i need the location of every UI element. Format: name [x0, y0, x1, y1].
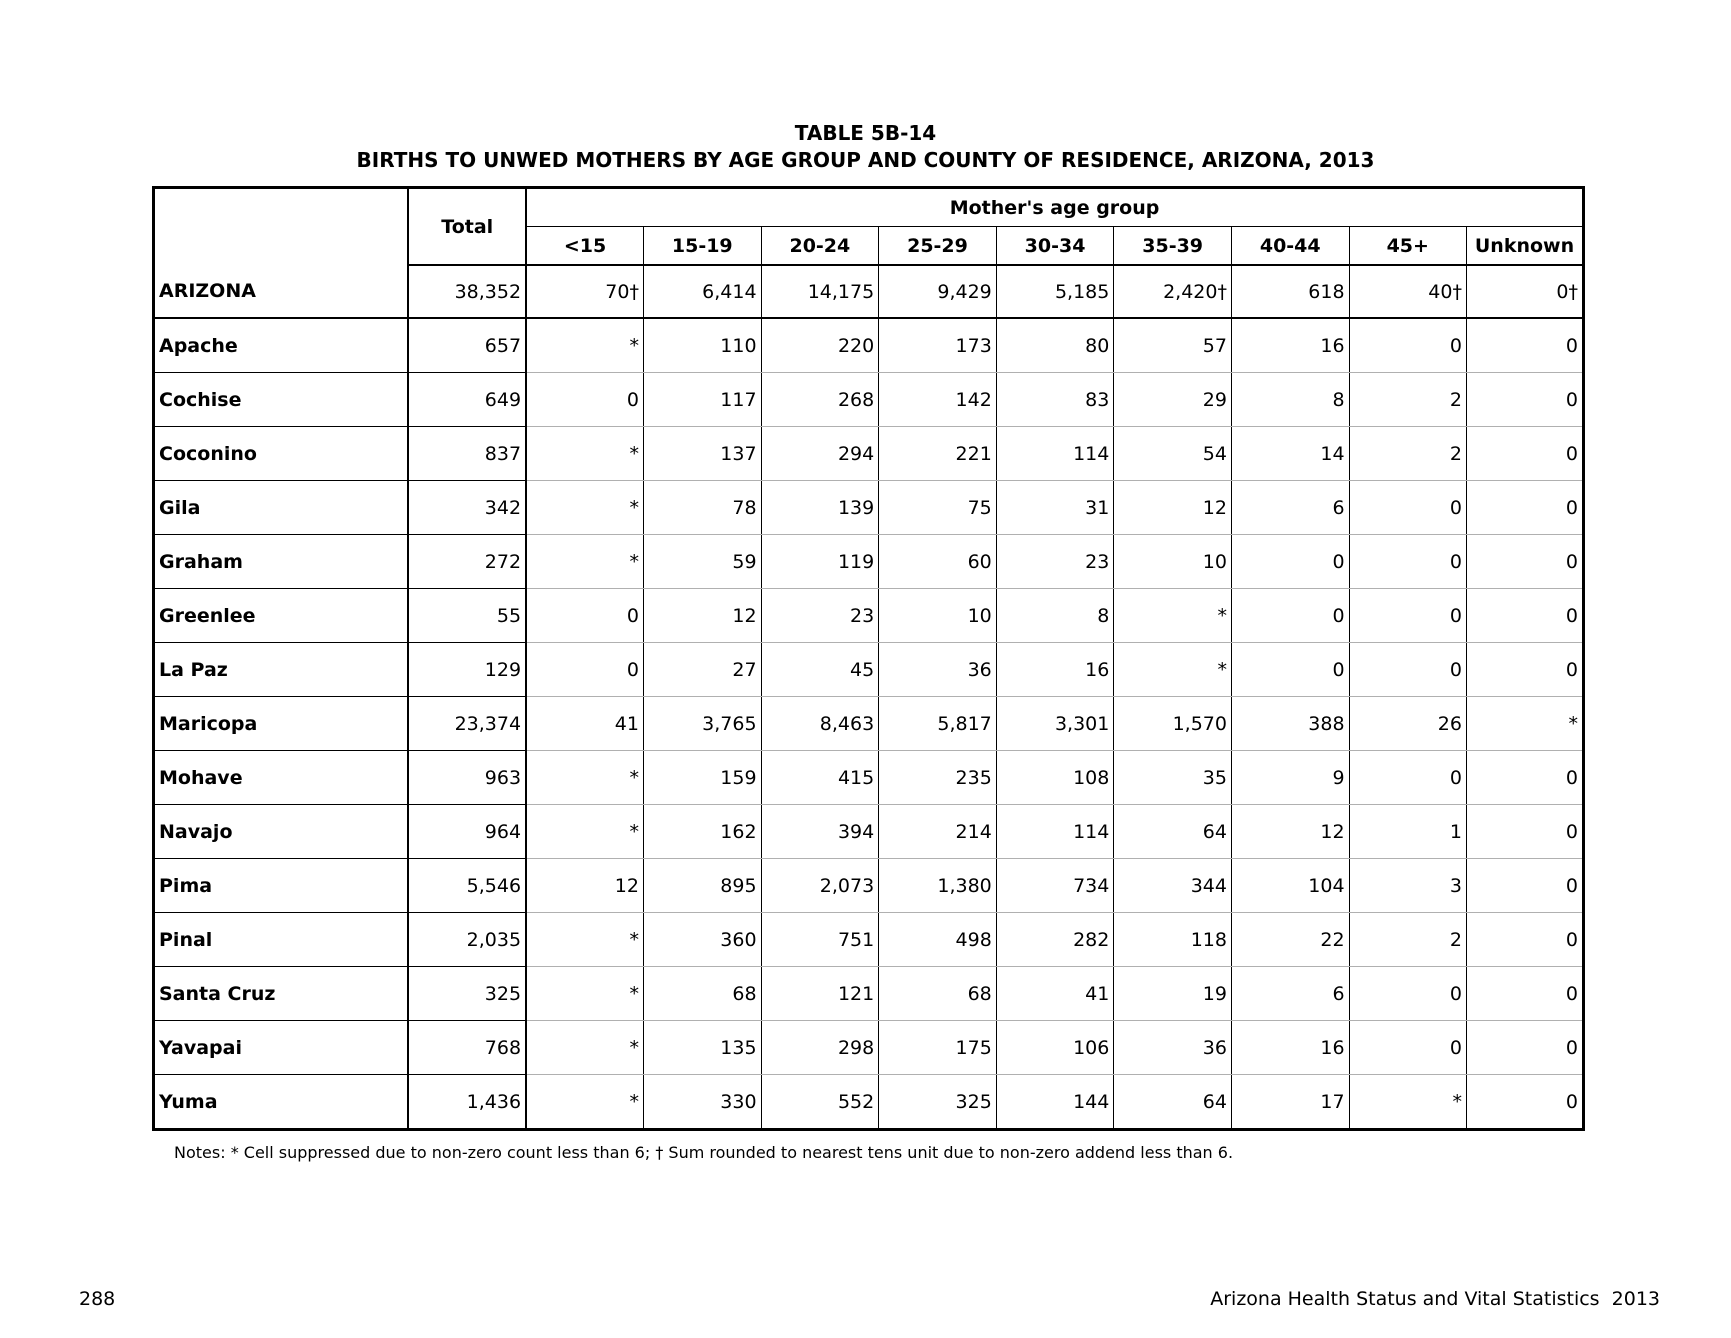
county-row	[154, 1021, 1584, 1075]
age-group-column-header: <15	[526, 227, 643, 266]
total-cell: 23,374	[408, 697, 526, 751]
county-name: Navajo	[154, 805, 409, 859]
age-group-cell: 40†	[1349, 265, 1466, 318]
age-group-cell: 360	[643, 913, 761, 967]
total-cell: 272	[408, 535, 526, 589]
total-cell: 649	[408, 373, 526, 427]
age-group-cell: 83	[996, 373, 1114, 427]
age-group-cell: 221	[879, 427, 997, 481]
table-number: TABLE 5B-14	[794, 121, 937, 145]
total-cell: 342	[408, 481, 526, 535]
age-group-cell: *	[1114, 643, 1232, 697]
age-group-cell: 220	[761, 318, 879, 373]
age-group-cell: 0	[1349, 589, 1466, 643]
age-group-cell: *	[526, 913, 643, 967]
age-group-cell: 135	[643, 1021, 761, 1075]
age-group-cell: 618	[1231, 265, 1349, 318]
age-group-cell: 9	[1231, 751, 1349, 805]
age-group-cell: 0	[1466, 643, 1583, 697]
total-cell: 55	[408, 589, 526, 643]
age-group-cell: 45	[761, 643, 879, 697]
age-group-cell: 0	[1349, 643, 1466, 697]
births-table	[152, 186, 1585, 1131]
county-name: Maricopa	[154, 697, 409, 751]
age-group-cell: 57	[1114, 318, 1232, 373]
age-group-cell: 119	[761, 535, 879, 589]
county-name: La Paz	[154, 643, 409, 697]
age-group-cell: 22	[1231, 913, 1349, 967]
corner-header-cell	[154, 188, 409, 266]
age-group-cell: 0	[1466, 481, 1583, 535]
age-group-cell: 16	[996, 643, 1114, 697]
age-group-cell: 0	[526, 643, 643, 697]
age-group-cell: 144	[996, 1075, 1114, 1130]
age-group-cell: 0	[1231, 643, 1349, 697]
age-group-cell: 29	[1114, 373, 1232, 427]
age-group-cell: 10	[879, 589, 997, 643]
county-name: Yuma	[154, 1075, 409, 1130]
age-group-cell: 68	[879, 967, 997, 1021]
age-group-cell: 0	[1466, 1021, 1583, 1075]
age-group-cell: 0	[1349, 318, 1466, 373]
age-group-cell: *	[526, 751, 643, 805]
county-row	[154, 751, 1584, 805]
age-group-cell: 64	[1114, 805, 1232, 859]
age-group-cell: 330	[643, 1075, 761, 1130]
county-name: Apache	[154, 318, 409, 373]
age-group-column-header: 20-24	[761, 227, 879, 266]
age-group-cell: 2	[1349, 913, 1466, 967]
age-group-cell: 298	[761, 1021, 879, 1075]
county-row	[154, 535, 1584, 589]
age-group-cell: 26	[1349, 697, 1466, 751]
age-group-cell: 214	[879, 805, 997, 859]
age-group-cell: 3,301	[996, 697, 1114, 751]
age-group-cell: 388	[1231, 697, 1349, 751]
age-group-cell: 16	[1231, 318, 1349, 373]
age-group-cell: 59	[643, 535, 761, 589]
age-group-cell: 0	[1349, 535, 1466, 589]
county-row	[154, 697, 1584, 751]
age-group-cell: 110	[643, 318, 761, 373]
age-group-cell: 734	[996, 859, 1114, 913]
age-group-cell: 0	[1349, 1021, 1466, 1075]
age-group-cell: 23	[996, 535, 1114, 589]
county-row	[154, 805, 1584, 859]
age-group-cell: 31	[996, 481, 1114, 535]
age-group-cell: 6	[1231, 967, 1349, 1021]
age-group-cell: 3	[1349, 859, 1466, 913]
county-row	[154, 373, 1584, 427]
age-group-cell: *	[629, 1090, 639, 1113]
age-group-cell: 173	[879, 318, 997, 373]
total-cell: 964	[408, 805, 526, 859]
age-group-cell: 19	[1114, 967, 1232, 1021]
county-row	[154, 318, 1584, 373]
age-group-cell: 0	[1466, 751, 1583, 805]
county-row	[154, 859, 1584, 913]
age-group-cell: 104	[1231, 859, 1349, 913]
total-cell: 837	[408, 427, 526, 481]
age-group-cell: 0	[526, 589, 643, 643]
county-row	[154, 481, 1584, 535]
age-group-cell: *	[526, 967, 643, 1021]
age-group-cell: 0	[1466, 913, 1583, 967]
county-name: Cochise	[154, 373, 409, 427]
age-group-cell: *	[1114, 589, 1232, 643]
age-group-cell: 75	[879, 481, 997, 535]
age-group-cell: 5,817	[879, 697, 997, 751]
age-group-cell: 14	[1231, 427, 1349, 481]
county-name: Greenlee	[154, 589, 409, 643]
age-group-cell: 1,380	[879, 859, 997, 913]
age-group-column-header: 35-39	[1114, 227, 1232, 266]
county-row	[154, 913, 1584, 967]
total-cell: 5,546	[408, 859, 526, 913]
county-name: Santa Cruz	[154, 967, 409, 1021]
total-cell: 963	[408, 751, 526, 805]
page-number: 288	[79, 1288, 116, 1310]
age-group-cell: 415	[761, 751, 879, 805]
county-row	[154, 967, 1584, 1021]
age-group-cell: 60	[879, 535, 997, 589]
age-group-cell: 17	[1231, 1075, 1349, 1130]
age-group-cell: 106	[996, 1021, 1114, 1075]
age-group-cell: 139	[761, 481, 879, 535]
total-cell: 657	[408, 318, 526, 373]
age-group-cell: *	[1466, 697, 1583, 751]
age-group-cell: 0	[1466, 805, 1583, 859]
age-group-cell: 80	[996, 318, 1114, 373]
table-body	[154, 265, 1584, 1130]
age-group-cell: 0	[1466, 373, 1583, 427]
total-cell: 2,035	[408, 913, 526, 967]
age-group-cell: 0	[1466, 859, 1583, 913]
age-group-cell: 294	[761, 427, 879, 481]
total-cell: 1,436	[408, 1075, 526, 1130]
age-group-cell: *	[526, 535, 643, 589]
age-group-cell: *	[526, 481, 643, 535]
age-group-cell: 36	[1114, 1021, 1232, 1075]
age-group-cell: 41	[996, 967, 1114, 1021]
age-group-column-header: 40-44	[1231, 227, 1349, 266]
age-group-cell: 268	[761, 373, 879, 427]
age-group-cell: 114	[996, 427, 1114, 481]
total-cell: 38,352	[408, 265, 526, 318]
age-group-cell: 6	[1231, 481, 1349, 535]
age-group-column-header: Unknown	[1466, 227, 1583, 266]
age-group-cell: 0	[1466, 967, 1583, 1021]
age-group-cell: *	[526, 1021, 643, 1075]
county-name: ARIZONA	[154, 265, 409, 318]
age-group-cell: 0	[526, 373, 643, 427]
age-group-cell: 23	[761, 589, 879, 643]
age-group-cell: 0	[1466, 589, 1583, 643]
age-group-cell: 36	[879, 643, 997, 697]
age-group-cell: 8,463	[761, 697, 879, 751]
age-group-cell: 162	[643, 805, 761, 859]
age-group-cell: 6,414	[643, 265, 761, 318]
age-group-column-header: 15-19	[643, 227, 761, 266]
age-group-cell: 1	[1349, 805, 1466, 859]
age-group-cell: 10	[1114, 535, 1232, 589]
age-group-cell: 117	[643, 373, 761, 427]
age-group-cell: 78	[643, 481, 761, 535]
age-group-cell: 895	[643, 859, 761, 913]
age-group-cell: 12	[526, 859, 643, 913]
total-cell: 129	[408, 643, 526, 697]
total-cell: 325	[408, 967, 526, 1021]
age-group-cell: 118	[1114, 913, 1232, 967]
age-group-cell: 0	[1231, 589, 1349, 643]
age-group-cell: *	[1349, 1075, 1466, 1130]
age-group-cell: 159	[643, 751, 761, 805]
age-group-column-header: 45+	[1349, 227, 1466, 266]
age-group-cell: 0	[1466, 535, 1583, 589]
age-group-cell: 9,429	[879, 265, 997, 318]
age-group-column-header: 25-29	[879, 227, 997, 266]
age-group-cell: 0†	[1466, 265, 1583, 318]
age-group-cell: 64	[1114, 1075, 1232, 1130]
age-group-cell: 0	[1231, 535, 1349, 589]
age-group-cell: 2,073	[761, 859, 879, 913]
age-group-cell: 54	[1114, 427, 1232, 481]
age-group-cell: 2,420†	[1114, 265, 1232, 318]
age-group-cell: 12	[643, 589, 761, 643]
age-group-cell: 0	[1466, 427, 1583, 481]
table-title: BIRTHS TO UNWED MOTHERS BY AGE GROUP AND COUNTY OF RESIDENCE, ARIZONA, 2013	[356, 148, 1375, 172]
age-group-cell: *	[526, 427, 643, 481]
age-group-column-header: 30-34	[996, 227, 1114, 266]
county-row	[154, 589, 1584, 643]
age-group-cell: *	[526, 318, 643, 373]
age-group-cell: 175	[879, 1021, 997, 1075]
age-group-cell: 137	[643, 427, 761, 481]
county-row	[154, 1075, 1584, 1130]
age-group-cell: 8	[1231, 373, 1349, 427]
county-row	[154, 643, 1584, 697]
age-group-cell: 14,175	[761, 265, 879, 318]
age-group-cell: 552	[761, 1075, 879, 1130]
age-group-cell: 12	[1231, 805, 1349, 859]
county-name: Coconino	[154, 427, 409, 481]
age-group-cell: 235	[879, 751, 997, 805]
county-name: Pima	[154, 859, 409, 913]
age-group-cell: 108	[996, 751, 1114, 805]
age-group-cell: 16	[1231, 1021, 1349, 1075]
county-name: Graham	[154, 535, 409, 589]
age-group-cell: 41	[526, 697, 643, 751]
age-group-cell: 68	[643, 967, 761, 1021]
age-group-cell: 8	[996, 589, 1114, 643]
county-name: Pinal	[154, 913, 409, 967]
age-group-cell: 27	[643, 643, 761, 697]
age-group-cell: 35	[1114, 751, 1232, 805]
age-group-cell: 12	[1114, 481, 1232, 535]
age-group-cell: 3,765	[643, 697, 761, 751]
age-group-cell: 0	[1349, 967, 1466, 1021]
age-group-header: Mother's age group	[526, 188, 1583, 227]
age-group-cell: 394	[761, 805, 879, 859]
county-row	[154, 427, 1584, 481]
table-notes: Notes: * Cell suppressed due to non-zero count less than 6; † Sum rounded to nearest tens unit due to non-zero addend less than 6.	[174, 1143, 1234, 1162]
age-group-cell: 121	[761, 967, 879, 1021]
publication-title: Arizona Health Status and Vital Statistics 2013	[1210, 1288, 1660, 1310]
age-group-cell: 114	[996, 805, 1114, 859]
total-header: Total	[408, 188, 526, 266]
age-group-cell: 70†	[526, 265, 643, 318]
age-group-cell: 142	[879, 373, 997, 427]
age-group-cell: 0	[1466, 1075, 1583, 1130]
age-group-cell: 5,185	[996, 265, 1114, 318]
county-name: Mohave	[154, 751, 409, 805]
age-group-cell: 0	[1349, 751, 1466, 805]
age-group-cell: 2	[1349, 427, 1466, 481]
age-group-cell: 2	[1349, 373, 1466, 427]
age-group-cell: *	[526, 805, 643, 859]
age-group-cell: 0	[1349, 481, 1466, 535]
county-name: Yavapai	[154, 1021, 409, 1075]
total-cell: 768	[408, 1021, 526, 1075]
county-name: Gila	[154, 481, 409, 535]
age-group-cell: 344	[1114, 859, 1232, 913]
age-group-cell: 498	[879, 913, 997, 967]
age-group-cell: 282	[996, 913, 1114, 967]
state-total-row	[154, 265, 1584, 318]
age-group-cell: 751	[761, 913, 879, 967]
age-group-cell: 325	[879, 1075, 997, 1130]
age-group-cell: 1,570	[1114, 697, 1232, 751]
age-group-cell: 0	[1466, 318, 1583, 373]
